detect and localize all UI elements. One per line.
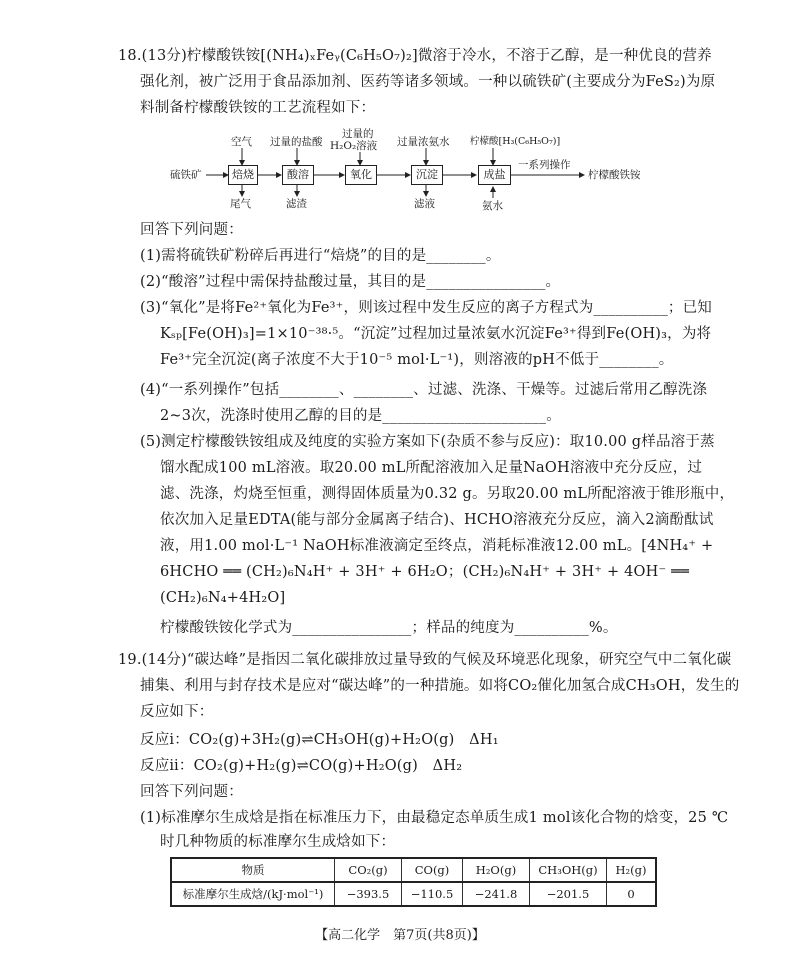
q18-sub-2: (2)“酸溶”过程中需保持盐酸过量，其目的是________________。	[140, 274, 561, 290]
input-air: 空气	[231, 136, 252, 148]
table-header-cell: H₂(g)	[607, 858, 657, 882]
process-flowchart	[170, 128, 690, 216]
table-cell: −201.5	[530, 882, 607, 906]
q18-sub-5f: 6HCHO ══ (CH₂)₆N₄H⁺ + 3H⁺ + 6H₂O；(CH₂)₆N₄H⁺ + 3H⁺ + 4OH⁻ ══	[160, 564, 689, 580]
q19-sub-1a: (1)标准摩尔生成焓是指在标准压力下，由最稳定态单质生成1 mol该化合物的焓变，25 ℃	[140, 810, 729, 826]
page-footer: 【高二化学 第7页(共8页)】	[315, 928, 485, 943]
q18-line-2: 强化剂，被广泛用于食品添加剂、医药等诸多领域。一种以硫铁矿(主要成分为FeS₂)为原	[140, 74, 716, 90]
q18-sub-5c: 滤、洗涤，灼烧至恒重，测得固体质量为0.32 g。另取20.00 mL所配溶液于锥形瓶中，	[160, 486, 735, 502]
q18-sub-4a: (4)“一系列操作”包括________、________、过滤、洗涤、干燥等。过滤后常用乙醇洗涤	[140, 382, 708, 398]
q18-sub-5a: (5)测定柠檬酸铁铵组成及纯度的实验方案如下(杂质不参与反应)：取10.00 g样品溶于蒸	[140, 434, 715, 450]
q18-sub-5g: (CH₂)₆N₄+4H₂O]	[160, 590, 286, 606]
input-citric-acid: 柠檬酸[H₃(C₆H₅O₇)]	[470, 136, 561, 147]
q19-line-2: 捕集、利用与封存技术是应对“碳达峰”的一种措施。如将CO₂催化加氢合成CH₃OH，发生的	[140, 678, 740, 694]
operations-label: 一系列操作	[518, 159, 571, 171]
q19-reaction-1: 反应ⅰ：CO₂(g)+3H₂(g)⇌CH₃OH(g)+H₂O(g) ΔH₁	[140, 732, 499, 748]
table-cell: −110.5	[402, 882, 463, 906]
table-cell: −393.5	[335, 882, 402, 906]
enthalpy-table	[170, 857, 657, 907]
input-hcl: 过量的盐酸	[270, 136, 323, 148]
q18-sub-5h: 柠檬酸铁铵化学式为________________；样品的纯度为__________%。	[160, 620, 618, 636]
q18-line-3: 料制备柠檬酸铁铵的工艺流程如下：	[140, 100, 376, 116]
table-header-cell: 物质	[171, 858, 335, 882]
table-header-cell: CO₂(g)	[335, 858, 402, 882]
q18-sub-5b: 馏水配成100 mL溶液。取20.00 mL所配溶液加入足量NaOH溶液中充分反应，过	[160, 460, 703, 476]
input-h2o2: H₂O₂溶液	[330, 140, 378, 152]
step-salt-formation: 成盐	[478, 165, 511, 185]
input-excess: 过量的	[342, 128, 374, 140]
table-header-cell: CH₃OH(g)	[530, 858, 607, 882]
q19-line-1: 19.(14分)“碳达峰”是指因二氧化碳排放过量导致的气候及环境恶化现象，研究空气中二氧化碳	[118, 652, 732, 668]
q19-reaction-2: 反应ⅱ：CO₂(g)+H₂(g)⇌CO(g)+H₂O(g) ΔH₂	[140, 758, 463, 774]
output-residue: 滤渣	[286, 198, 307, 210]
step-roasting: 焙烧	[228, 165, 258, 185]
q18-sub-3c: Fe³⁺完全沉淀(离子浓度不大于10⁻⁵ mol·L⁻¹)，则溶液的pH不低于________。	[160, 352, 674, 368]
q19-answer-intro: 回答下列问题：	[140, 784, 243, 800]
q18-sub-1: (1)需将硫铁矿粉碎后再进行“焙烧”的目的是________。	[140, 248, 501, 264]
q18-sub-3a: (3)“氧化”是将Fe²⁺氧化为Fe³⁺，则该过程中发生反应的离子方程式为__________；已知	[140, 300, 712, 316]
table-row	[171, 882, 656, 906]
step-oxidation: 氧化	[345, 165, 377, 185]
q18-answer-intro: 回答下列问题：	[140, 222, 243, 238]
table-header-cell: CO(g)	[402, 858, 463, 882]
product-label: 柠檬酸铁铵	[588, 169, 641, 181]
q18-line-1: 18.(13分)柠檬酸铁铵[(NH₄)ₓFeᵧ(C₆H₅O₇)₂]微溶于冷水，不溶于乙醇，是一种优良的营养	[118, 48, 712, 64]
table-cell: 标准摩尔生成焓/(kJ·mol⁻¹)	[171, 882, 335, 906]
table-header-row	[171, 858, 656, 882]
q18-sub-3b: Kₛₚ[Fe(OH)₃]=1×10⁻³⁸·⁵。“沉淀”过程加过量浓氨水沉淀Fe³⁺得到Fe(OH)₃，为将	[160, 326, 712, 342]
output-ammonia-water: 氨水	[482, 200, 503, 212]
output-filtrate: 滤液	[414, 198, 435, 210]
q18-sub-5e: 液，用1.00 mol·L⁻¹ NaOH标准液滴定至终点，消耗标准液12.00 mL。[4NH₄⁺ +	[160, 538, 714, 554]
table-cell: 0	[607, 882, 657, 906]
step-precipitation: 沉淀	[411, 165, 443, 185]
table-cell: −241.8	[463, 882, 530, 906]
raw-material-label: 硫铁矿	[170, 169, 202, 181]
step-acid-dissolve: 酸溶	[282, 165, 314, 185]
table-header-cell: H₂O(g)	[463, 858, 530, 882]
q18-sub-5d: 依次加入足量EDTA(能与部分金属离子结合)、HCHO溶液充分反应，滴入2滴酚酞试	[160, 512, 714, 528]
input-ammonia: 过量浓氨水	[397, 136, 450, 148]
q19-line-3: 反应如下：	[140, 704, 214, 720]
q18-sub-4b: 2~3次，洗涤时使用乙醇的目的是______________________。	[160, 408, 561, 424]
output-tail-gas: 尾气	[230, 198, 251, 210]
q19-sub-1b: 时几种物质的标准摩尔生成焓如下：	[160, 834, 396, 850]
